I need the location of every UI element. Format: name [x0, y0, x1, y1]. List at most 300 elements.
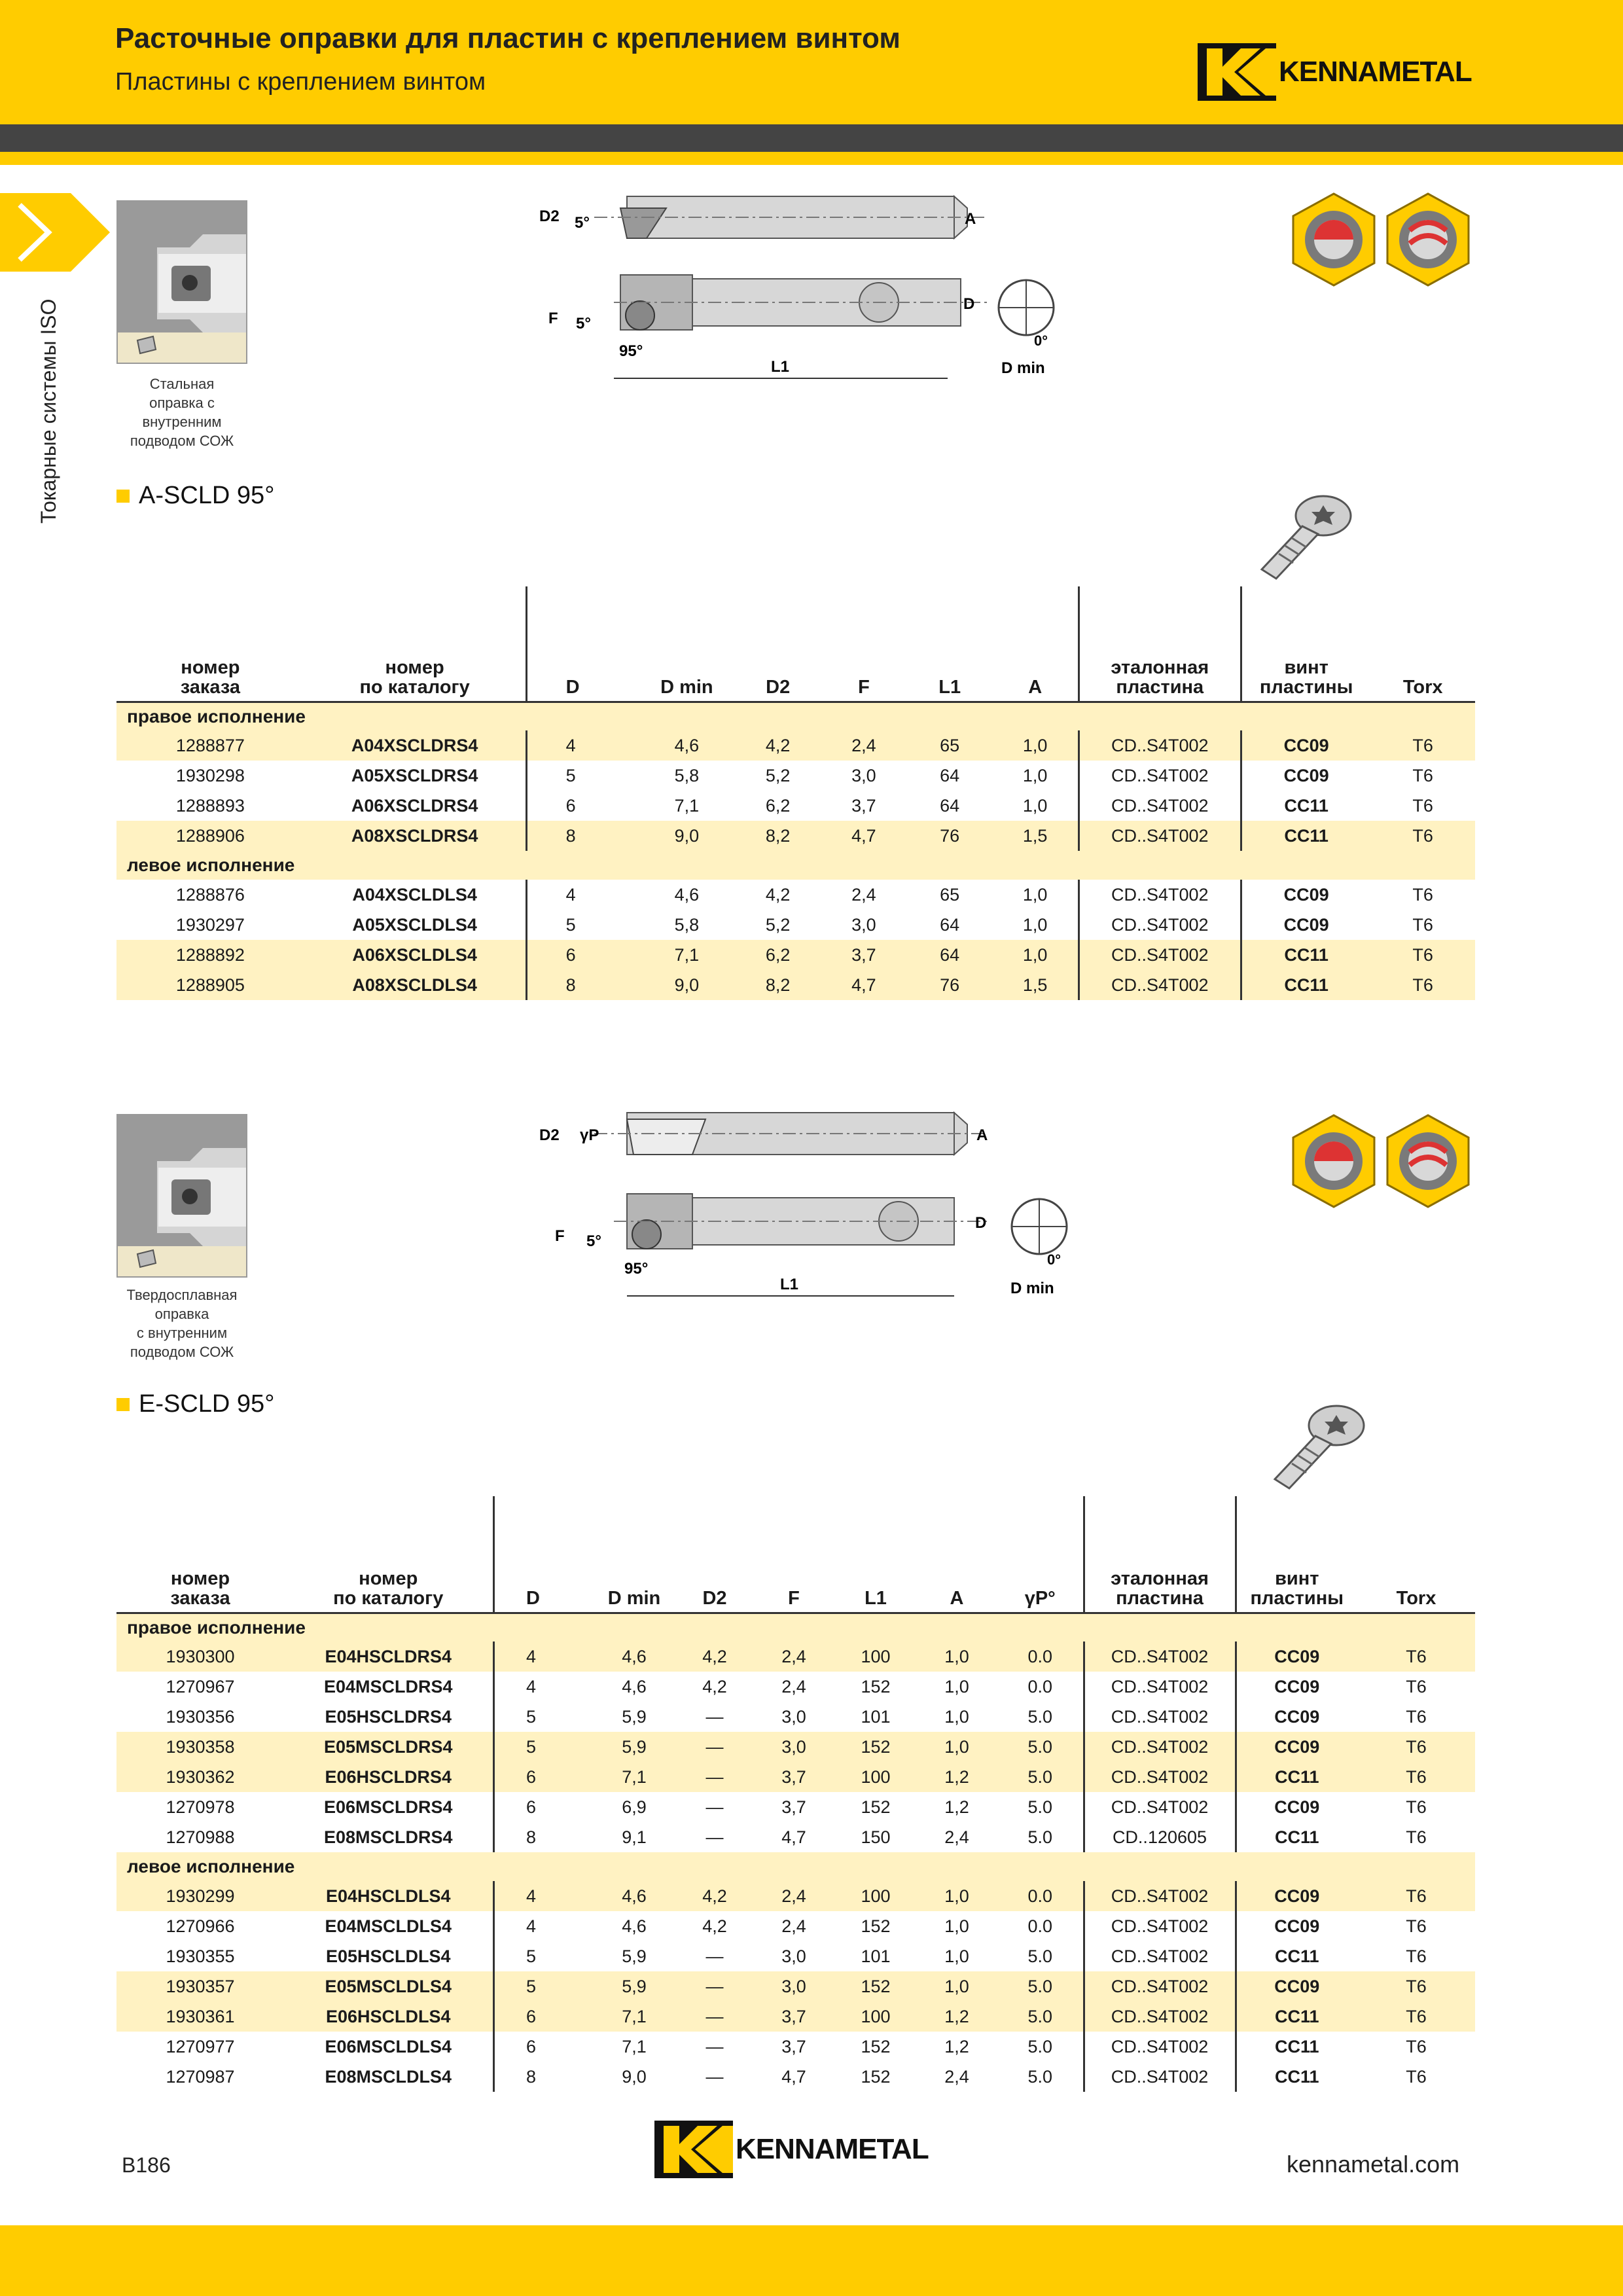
cell-d2: 8,2: [735, 970, 821, 1000]
cell-gp: 5.0: [997, 1762, 1084, 1792]
cell-gp: 5.0: [1027, 1797, 1053, 1817]
cell-torx: T6: [1370, 821, 1475, 851]
logo-wordmark: KENNAMETAL: [1279, 56, 1472, 88]
cell-spacer: [493, 1822, 526, 1852]
col-header-torx: Torx: [1357, 1496, 1475, 1613]
cell-screw: CC11: [1241, 821, 1370, 851]
cell-dmin: 4,6: [622, 1916, 647, 1936]
cell-order: 1288893: [175, 795, 245, 816]
cell-insert: CD..S4T002: [1084, 1971, 1236, 2001]
col-header-l1: L1: [835, 1496, 916, 1613]
cell-d: 6: [526, 2001, 592, 2032]
table-row: [116, 1971, 1475, 2001]
cell-d: 4: [565, 884, 576, 905]
cell-a: 1,0: [1022, 914, 1048, 935]
cell-torx: T6: [1406, 2036, 1427, 2056]
cell-torx: T6: [1406, 1827, 1427, 1847]
cell-gp: 5.0: [997, 1732, 1084, 1762]
dim-gamma-label: γP: [580, 1126, 599, 1144]
cell-f: 3,7: [753, 2001, 835, 2032]
cell-d: 5: [565, 765, 576, 785]
cell-order: 1930299: [116, 1881, 284, 1911]
cell-dmin: 9,0: [639, 970, 735, 1000]
cell-catalog: A06XSCLDLS4: [304, 940, 526, 970]
cell-screw: CC09: [1241, 730, 1370, 761]
cell-torx: T6: [1357, 1732, 1475, 1762]
group-label: левое исполнение: [116, 851, 1475, 880]
cell-spacer: [493, 2001, 526, 2032]
cell-f: 4,7: [781, 1827, 806, 1847]
cell-dmin: 4,6: [592, 1881, 677, 1911]
cell-catalog: A05XSCLDRS4: [351, 765, 478, 785]
cell-a: 1,0: [993, 730, 1079, 761]
cell-a: 1,0: [944, 1916, 969, 1936]
cell-catalog: A08XSCLDRS4: [304, 821, 526, 851]
cell-gp: 0.0: [1027, 1916, 1053, 1936]
cell-torx: T6: [1357, 2001, 1475, 2032]
cell-order: 1270967: [166, 1676, 235, 1696]
cell-dmin: 4,6: [622, 1676, 647, 1696]
cell-insert: CD..S4T002: [1084, 1641, 1236, 1672]
cell-order: 1270978: [166, 1797, 235, 1817]
col-header-screw: винт пластины: [1241, 586, 1370, 702]
cell-l1: 152: [861, 2066, 891, 2087]
cell-spacer: [526, 940, 566, 970]
cell-catalog: E08MSCLDLS4: [325, 2066, 452, 2087]
cell-d2: —: [705, 1706, 724, 1727]
dim-angle-top-label: 5°: [575, 214, 590, 232]
cell-torx: T6: [1370, 970, 1475, 1000]
dim-zero-label: 0°: [1047, 1251, 1061, 1268]
cell-insert: CD..S4T002: [1079, 880, 1241, 910]
cell-order: 1270987: [166, 2066, 235, 2087]
logo-wordmark: KENNAMETAL: [736, 2133, 929, 2165]
cell-catalog: E05HSCLDRS4: [325, 1706, 452, 1727]
cell-f: 3,0: [851, 765, 876, 785]
cell-d2: 4,2: [735, 730, 821, 761]
cell-l1: 64: [907, 940, 993, 970]
cell-a: 1,5: [993, 970, 1079, 1000]
cell-dmin: 9,0: [639, 821, 735, 851]
cell-screw: CC11: [1241, 940, 1370, 970]
cell-d: 5: [565, 914, 576, 935]
cell-f: 2,4: [781, 1676, 806, 1696]
steel-bar-thumbnail: [116, 200, 247, 364]
cell-insert: CD..S4T002: [1084, 1732, 1236, 1762]
cell-d: 6: [566, 940, 639, 970]
cell-a: 1,0: [1022, 884, 1048, 905]
cell-d2: —: [677, 1762, 753, 1792]
dim-f-label: F: [555, 1227, 565, 1245]
cell-l1: 76: [907, 821, 993, 851]
cell-spacer: [493, 2032, 526, 2062]
caption-line: внутренним: [142, 414, 222, 430]
col-header-gp: γP°: [997, 1496, 1084, 1613]
table-e-scld: [116, 1496, 1475, 2092]
cell-order: 1930355: [166, 1946, 235, 1966]
cell-spacer: [493, 1672, 526, 1702]
cell-catalog: E06HSCLDLS4: [284, 2001, 493, 2032]
cell-f: 3,0: [781, 1946, 806, 1966]
cell-spacer: [493, 1881, 526, 1911]
cell-torx: T6: [1406, 2066, 1427, 2087]
cell-insert: CD..S4T002: [1084, 1911, 1236, 1941]
cell-insert: CD..S4T002: [1084, 1881, 1236, 1911]
col-header-f: F: [821, 586, 906, 702]
page-title: Расточные оправки для пластин с креплением винтом: [115, 22, 901, 54]
cell-gp: 0.0: [997, 1641, 1084, 1672]
group-label: правое исполнение: [116, 1613, 1475, 1641]
table-row: [116, 1822, 1475, 1852]
cell-torx: T6: [1370, 940, 1475, 970]
table-a-scld: [116, 586, 1475, 1000]
cell-d: 6: [526, 1797, 537, 1817]
cell-gp: 0.0: [997, 1881, 1084, 1911]
cell-dmin: 4,6: [674, 884, 700, 905]
boring-bar-drawing-e: [529, 1100, 1079, 1302]
cell-dmin: 4,6: [592, 1641, 677, 1672]
cell-torx: T6: [1357, 1971, 1475, 2001]
group-header-row: [116, 702, 1475, 730]
table-a-body: [116, 702, 1475, 1000]
cell-d: 8: [566, 821, 639, 851]
cell-catalog: A04XSCLDRS4: [304, 730, 526, 761]
cell-catalog: E08MSCLDRS4: [323, 1827, 453, 1847]
website-link[interactable]: kennametal.com: [1287, 2151, 1460, 2178]
cell-order: 1930358: [116, 1732, 284, 1762]
kennametal-k-icon: [1198, 43, 1276, 101]
cell-gp: 0.0: [1027, 1676, 1053, 1696]
cell-order: 1930361: [116, 2001, 284, 2032]
cell-order: 1288892: [116, 940, 304, 970]
cell-torx: T6: [1412, 795, 1433, 816]
cell-insert: CD..S4T002: [1084, 2001, 1236, 2032]
cell-a: 1,0: [944, 1676, 969, 1696]
table-row: [116, 2062, 1475, 2092]
cell-dmin: 7,1: [622, 2036, 647, 2056]
cell-d: 6: [526, 2036, 537, 2056]
cell-gp: 5.0: [1027, 1706, 1053, 1727]
dim-a-label: A: [965, 210, 976, 228]
table-row: [116, 1911, 1475, 1941]
cell-d: 8: [526, 1827, 537, 1847]
table-row: [116, 1672, 1475, 1702]
cell-f: 3,7: [781, 1797, 806, 1817]
cell-d2: 4,2: [702, 1916, 727, 1936]
cell-d: 8: [566, 970, 639, 1000]
table-row: [116, 730, 1475, 761]
cell-spacer: [526, 910, 566, 940]
cell-d2: —: [677, 2001, 753, 2032]
cell-a: 1,0: [944, 1706, 969, 1727]
cell-l1: 101: [861, 1706, 891, 1727]
cell-gp: 5.0: [1027, 2066, 1053, 2087]
col-header-f: F: [753, 1496, 835, 1613]
cell-order: 1930356: [166, 1706, 235, 1727]
dim-d-label: D: [963, 295, 975, 313]
cell-screw: CC11: [1241, 970, 1370, 1000]
cell-insert: CD..S4T002: [1084, 2062, 1236, 2092]
cell-a: 2,4: [944, 2066, 969, 2087]
boring-application-icon: [1288, 191, 1476, 289]
cell-screw: CC11: [1236, 2001, 1357, 2032]
cell-catalog: A05XSCLDLS4: [352, 914, 477, 935]
cell-catalog: A08XSCLDLS4: [304, 970, 526, 1000]
cell-torx: T6: [1370, 730, 1475, 761]
cell-insert: CD..S4T002: [1084, 2032, 1236, 2062]
cell-dmin: 4,6: [639, 730, 735, 761]
cell-f: 3,0: [851, 914, 876, 935]
cell-screw: CC09: [1236, 1732, 1357, 1762]
table-row: [116, 910, 1475, 940]
cell-insert: CD..120605: [1084, 1822, 1236, 1852]
cell-dmin: 9,0: [622, 2066, 647, 2087]
cell-torx: T6: [1412, 884, 1433, 905]
cell-torx: T6: [1412, 765, 1433, 785]
steel-bar-caption: [103, 374, 260, 450]
cell-dmin: 5,9: [622, 1946, 647, 1966]
cell-catalog: E05MSCLDRS4: [284, 1732, 493, 1762]
group-header-row: [116, 851, 1475, 880]
dim-f-label: F: [548, 310, 558, 327]
table-row: [116, 791, 1475, 821]
cell-l1: 152: [861, 1797, 891, 1817]
dim-l1-label: L1: [771, 358, 790, 376]
group-label: правое исполнение: [116, 702, 1475, 730]
col-header-order: номер заказа: [116, 1496, 284, 1613]
cell-f: 2,4: [753, 1881, 835, 1911]
cell-insert: CD..S4T002: [1084, 1762, 1236, 1792]
cell-d: 4: [526, 1676, 537, 1696]
caption-line: Твердосплавная: [126, 1287, 238, 1303]
cell-f: 2,4: [781, 1916, 806, 1936]
boring-bar-drawing-a: [529, 188, 1079, 391]
cell-f: 3,7: [851, 795, 876, 816]
table-row: [116, 1941, 1475, 1971]
header-dark-stripe: [0, 124, 1623, 152]
col-header-a: A: [993, 586, 1079, 702]
cell-spacer: [526, 730, 566, 761]
cell-spacer: [493, 2062, 526, 2092]
cell-order: 1270977: [166, 2036, 235, 2056]
table-row: [116, 821, 1475, 851]
cell-f: 3,0: [753, 1732, 835, 1762]
cell-spacer: [493, 1911, 526, 1941]
caption-line: Стальная: [149, 376, 215, 392]
cell-torx: T6: [1406, 1676, 1427, 1696]
section-title-text: A-SCLD 95°: [139, 482, 275, 509]
cell-torx: T6: [1406, 1797, 1427, 1817]
cell-order: 1288877: [116, 730, 304, 761]
torx-screw-icon: [1263, 1401, 1368, 1492]
cell-insert: CD..S4T002: [1079, 761, 1241, 791]
cell-a: 1,2: [916, 1762, 997, 1792]
cell-f: 3,7: [821, 940, 906, 970]
cell-catalog: E04MSCLDLS4: [325, 1916, 452, 1936]
cell-a: 1,5: [993, 821, 1079, 851]
col-header-insert: эталонная пластина: [1084, 1496, 1236, 1613]
col-header-d2: D2: [735, 586, 821, 702]
cell-insert: CD..S4T002: [1079, 970, 1241, 1000]
bore-section-icon: [118, 202, 246, 363]
cell-d: 5: [526, 1971, 592, 2001]
cell-dmin: 5,9: [592, 1732, 677, 1762]
group-header-row: [116, 1852, 1475, 1881]
cell-l1: 65: [907, 730, 993, 761]
cell-gp: 5.0: [1027, 1827, 1053, 1847]
cell-spacer: [526, 791, 566, 821]
cell-order: 1288876: [175, 884, 245, 905]
section-marker-icon: [116, 490, 130, 503]
cell-screw: CC11: [1241, 791, 1370, 821]
cell-spacer: [493, 1732, 526, 1762]
cell-d2: 4,2: [677, 1881, 753, 1911]
cell-a: 1,2: [944, 2036, 969, 2056]
cell-order: 1288906: [116, 821, 304, 851]
cell-d: 5: [526, 1706, 537, 1727]
caption-line: подводом СОЖ: [130, 1344, 234, 1360]
cell-a: 2,4: [944, 1827, 969, 1847]
col-header-torx: Torx: [1370, 586, 1475, 702]
cell-d2: —: [705, 1827, 724, 1847]
table-row: [116, 1762, 1475, 1792]
cell-catalog: E04HSCLDRS4: [284, 1641, 493, 1672]
dim-dmin-label: D min: [1001, 359, 1045, 377]
cell-f: 4,7: [821, 970, 906, 1000]
cell-spacer: [526, 761, 566, 791]
cell-order: 1930362: [116, 1762, 284, 1792]
table-row: [116, 1641, 1475, 1672]
cell-l1: 100: [835, 1641, 916, 1672]
page-number: B186: [122, 2153, 171, 2177]
cell-f: 3,0: [781, 1706, 806, 1727]
cell-torx: T6: [1412, 914, 1433, 935]
cell-torx: T6: [1406, 1706, 1427, 1727]
cell-a: 1,0: [1022, 795, 1048, 816]
cell-screw: CC11: [1236, 1762, 1357, 1792]
table-row: [116, 1792, 1475, 1822]
dim-a-label: A: [976, 1126, 988, 1144]
cell-order: 1288905: [116, 970, 304, 1000]
cell-d: 4: [566, 730, 639, 761]
cell-dmin: 5,8: [674, 765, 700, 785]
footer-band: [0, 2225, 1623, 2296]
cell-l1: 65: [940, 884, 960, 905]
cell-d2: 4,2: [677, 1641, 753, 1672]
cell-d: 5: [526, 1946, 537, 1966]
dim-l1-label: L1: [780, 1276, 799, 1293]
kennametal-k-icon: [654, 2121, 733, 2178]
cell-f: 4,7: [821, 821, 906, 851]
cell-d2: —: [677, 1971, 753, 2001]
dim-d2-label: D2: [539, 1126, 560, 1144]
cell-insert: CD..S4T002: [1084, 1792, 1236, 1822]
cell-spacer: [493, 1971, 526, 2001]
caption-line: оправка: [154, 1306, 209, 1322]
cell-screw: CC09: [1236, 1702, 1357, 1732]
cell-dmin: 5,8: [674, 914, 700, 935]
cell-d2: —: [705, 1946, 724, 1966]
cell-d2: 4,2: [702, 1676, 727, 1696]
cell-dmin: 7,1: [674, 795, 700, 816]
dim-angle-95-label: 95°: [619, 342, 643, 360]
boring-application-icon: [1288, 1113, 1476, 1211]
cell-d: 5: [526, 1732, 592, 1762]
kennametal-logo: [654, 2121, 929, 2178]
cell-screw: CC09: [1236, 1792, 1357, 1822]
cell-catalog: E06HSCLDRS4: [284, 1762, 493, 1792]
carbide-bar-caption: [103, 1285, 260, 1361]
cell-dmin: 9,1: [622, 1827, 647, 1847]
caption-line: подводом СОЖ: [130, 433, 234, 449]
col-header-a: A: [916, 1496, 997, 1613]
cell-spacer: [493, 1941, 526, 1971]
section-chevron-icon: [0, 193, 111, 272]
cell-l1: 152: [861, 2036, 891, 2056]
cell-d: 4: [526, 1641, 592, 1672]
table-row: [116, 940, 1475, 970]
caption-line: с внутренним: [136, 1325, 228, 1341]
cell-screw: CC11: [1236, 1822, 1357, 1852]
cell-screw: CC09: [1236, 1881, 1357, 1911]
cell-screw: CC09: [1236, 1672, 1357, 1702]
cell-spacer: [493, 1641, 526, 1672]
cell-screw: CC11: [1236, 2032, 1357, 2062]
table-row: [116, 880, 1475, 910]
cell-torx: T6: [1406, 1946, 1427, 1966]
cell-torx: T6: [1357, 1762, 1475, 1792]
col-spacer: [526, 586, 566, 702]
section-title-a-scld: [116, 482, 274, 510]
cell-insert: CD..S4T002: [1084, 1702, 1236, 1732]
dim-angle-95-label: 95°: [624, 1260, 649, 1278]
group-header-row: [116, 1613, 1475, 1641]
cell-dmin: 6,9: [622, 1797, 647, 1817]
cell-order: 1930298: [175, 765, 245, 785]
cell-screw: CC09: [1241, 880, 1370, 910]
cell-f: 3,7: [753, 1762, 835, 1792]
table-row: [116, 1881, 1475, 1911]
cell-l1: 152: [861, 1676, 891, 1696]
cell-a: 1,0: [1022, 765, 1048, 785]
cell-l1: 64: [940, 795, 960, 816]
cell-torx: T6: [1406, 1916, 1427, 1936]
cell-gp: 5.0: [997, 2001, 1084, 2032]
cell-a: 1,2: [944, 1797, 969, 1817]
cell-d2: —: [677, 1732, 753, 1762]
col-spacer: [493, 1496, 526, 1613]
cell-catalog: E04HSCLDLS4: [284, 1881, 493, 1911]
torx-screw-icon: [1250, 491, 1355, 583]
cell-gp: 5.0: [1027, 2036, 1053, 2056]
cell-catalog: A06XSCLDRS4: [351, 795, 478, 816]
cell-d2: 6,2: [735, 940, 821, 970]
caption-line: оправка с: [149, 395, 215, 411]
cell-l1: 100: [835, 1881, 916, 1911]
cell-catalog: E05HSCLDLS4: [325, 1946, 451, 1966]
col-header-insert: эталонная пластина: [1079, 586, 1241, 702]
cell-screw: CC09: [1236, 1971, 1357, 2001]
section-marker-icon: [116, 1398, 130, 1411]
cell-l1: 150: [861, 1827, 891, 1847]
group-label: левое исполнение: [116, 1852, 1475, 1881]
sidebar-label: Токарные системы ISO: [37, 298, 60, 524]
cell-d: 4: [526, 1916, 537, 1936]
cell-a: 1,0: [916, 1641, 997, 1672]
cell-insert: CD..S4T002: [1084, 1672, 1236, 1702]
cell-f: 2,4: [851, 884, 876, 905]
dim-dmin-label: D min: [1010, 1280, 1054, 1297]
